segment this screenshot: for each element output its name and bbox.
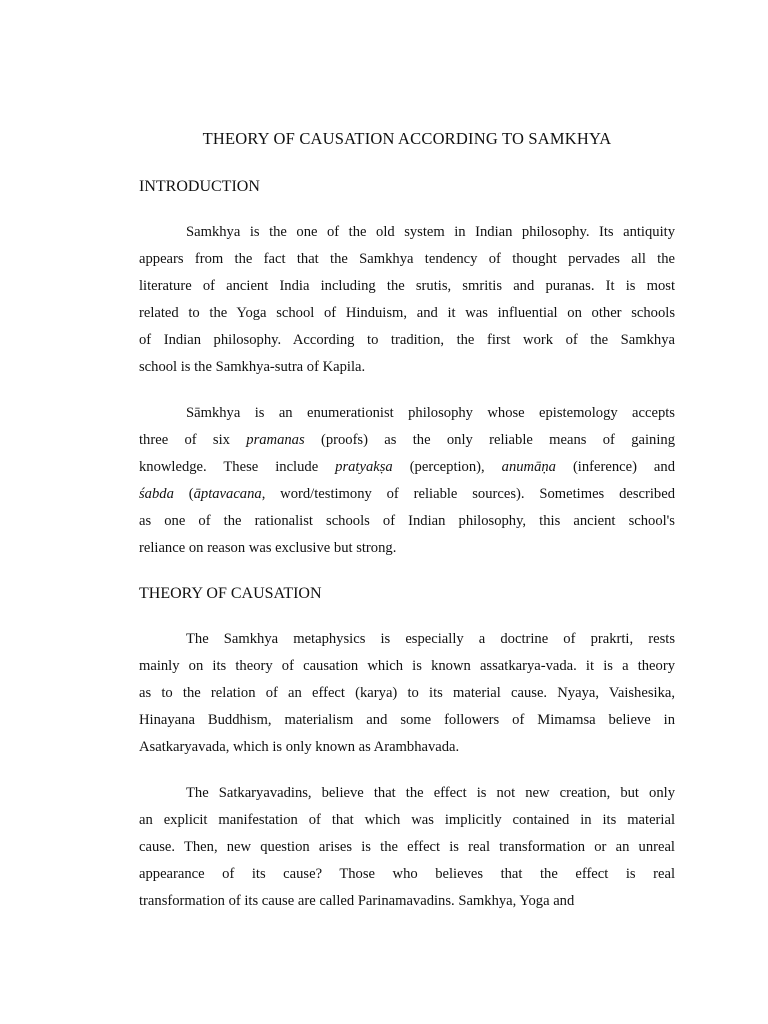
paragraph-line: three of six pramanas (proofs) as the only reliable means of gaining xyxy=(139,432,675,448)
paragraph-causation-1 xyxy=(139,626,675,761)
paragraph-line: Hinayana Buddhism, materialism and some followers of Mimamsa believe in xyxy=(139,712,675,728)
paragraph-causation-2 xyxy=(139,780,675,915)
paragraph-line: Samkhya is the one of the old system in Indian philosophy. Its antiquity xyxy=(186,224,675,240)
paragraph-line: Asatkaryavada, which is only known as Arambhavada. xyxy=(139,739,460,755)
paragraph-intro-1 xyxy=(139,219,675,381)
paragraph-line: The Satkaryavadins, believe that the effect is not new creation, but only xyxy=(186,785,675,801)
paragraph-line: literature of ancient India including the srutis, smritis and puranas. It is most xyxy=(139,278,675,294)
italic-term: śabda xyxy=(139,486,174,502)
italic-term: āptavacana xyxy=(193,486,262,502)
paragraph-line: of Indian philosophy. According to tradition, the first work of the Samkhya xyxy=(139,332,675,348)
paragraph-line: śabda (āptavacana, word/testimony of reliable sources). Sometimes described xyxy=(139,486,675,502)
paragraph-line: as one of the rationalist schools of Indian philosophy, this ancient school's xyxy=(139,513,675,529)
italic-term: pratyakṣa xyxy=(335,459,393,475)
paragraph-line: an explicit manifestation of that which was implicitly contained in its material xyxy=(139,812,675,828)
paragraph-line: mainly on its theory of causation which is known assatkarya-vada. it is a theory xyxy=(139,658,675,674)
paragraph-line: knowledge. These include pratyakṣa (perception), anumāṇa (inference) and xyxy=(139,459,675,475)
paragraph-line: transformation of its cause are called Parinamavadins. Samkhya, Yoga and xyxy=(139,893,575,909)
paragraph-line: Sāmkhya is an enumerationist philosophy whose epistemology accepts xyxy=(186,405,675,421)
paragraph-line: cause. Then, new question arises is the effect is real transformation or an unreal xyxy=(139,839,675,855)
italic-term: pramanas xyxy=(246,432,305,448)
paragraph-line: appearance of its cause? Those who believes that the effect is real xyxy=(139,866,675,882)
paragraph-line: reliance on reason was exclusive but strong. xyxy=(139,540,397,556)
paragraph-line: related to the Yoga school of Hinduism, and it was influential on other schools xyxy=(139,305,675,321)
document-title: THEORY OF CAUSATION ACCORDING TO SAMKHYA xyxy=(202,129,612,148)
italic-term: anumāṇa xyxy=(501,459,556,475)
section-heading-introduction: INTRODUCTION xyxy=(139,178,260,195)
paragraph-line: appears from the fact that the Samkhya tendency of thought pervades all the xyxy=(139,251,675,267)
paragraph-line: The Samkhya metaphysics is especially a doctrine of prakrti, rests xyxy=(186,631,675,647)
section-heading-theory-of-causation: THEORY OF CAUSATION xyxy=(139,585,322,602)
paragraph-intro-2 xyxy=(139,400,675,562)
paragraph-line: school is the Samkhya-sutra of Kapila. xyxy=(139,359,366,375)
paragraph-line: as to the relation of an effect (karya) to its material cause. Nyaya, Vaishesika, xyxy=(139,685,675,701)
